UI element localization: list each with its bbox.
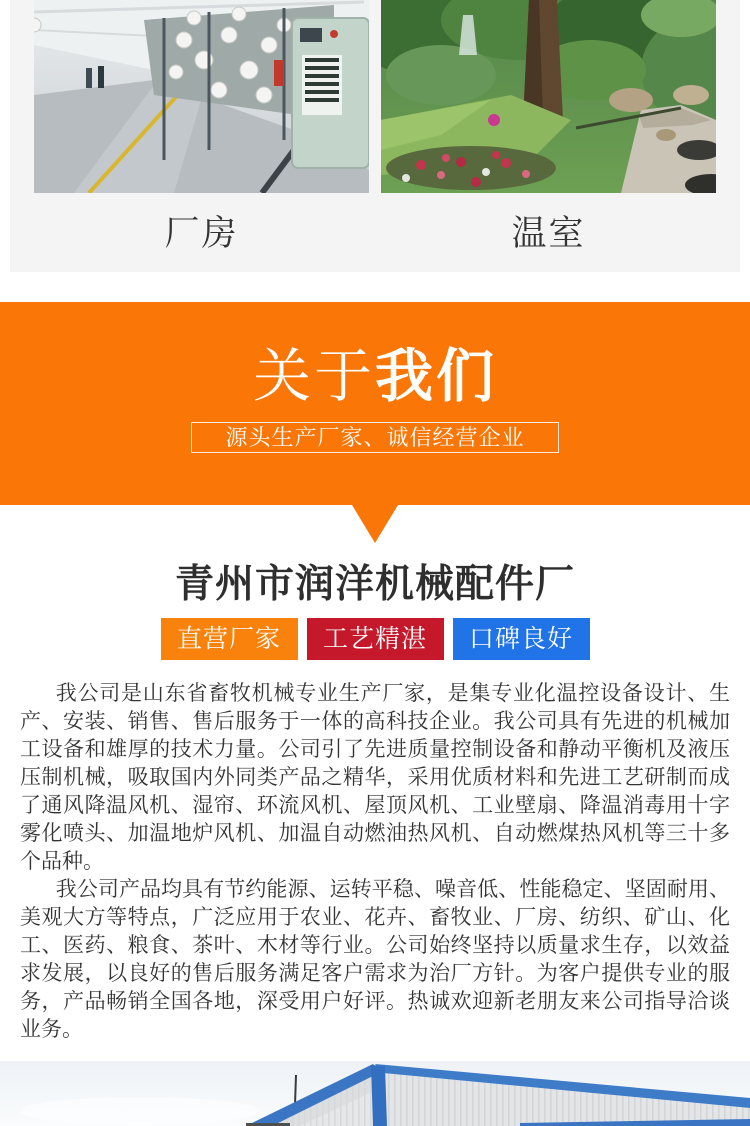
gallery-section (10, 0, 740, 272)
about-paragraph-2: 我公司产品均具有节约能源、运转平稳、噪音低、性能稳定、坚固耐用、美观大方等特点，广泛应用于农业、花卉、畜牧业、厂房、纺织、矿山、化工、医药、粮食、茶叶、木材等行业。公司始终坚持以质量求生存，以效益求发展，以良好的售后服务满足客户需求为治厂方针。为客户提供专业的服务，产品畅销全国各地，深受用户好评。热诚欢迎新老朋友来公司指导洽谈业务。 (20, 878, 730, 1041)
factory-photo-image (34, 0, 369, 193)
gallery-labels (10, 193, 740, 256)
about-text (20, 680, 730, 1044)
down-arrow-pointer-icon (352, 505, 398, 543)
about-us-banner (0, 302, 750, 505)
badge-direct-factory: 直营厂家 (161, 618, 298, 660)
banner-subtitle-box: 源头生产厂家、诚信经营企业 (191, 422, 559, 453)
gallery-photos (10, 0, 740, 193)
company-name: 青州市润洋机械配件厂 (174, 563, 575, 606)
about-us-title (253, 344, 497, 410)
greenhouse-photo-image (381, 0, 716, 193)
badge-good-reputation: 口碑良好 (453, 618, 590, 660)
factory-photo-label: 厂房 (164, 214, 239, 253)
factory-photo (34, 0, 369, 193)
factory-building-photo-image (0, 1061, 750, 1126)
greenhouse-photo-label: 温室 (511, 214, 586, 253)
greenhouse-photo (381, 0, 716, 193)
badge-fine-craftsmanship: 工艺精湛 (307, 618, 444, 660)
badge-row (0, 618, 750, 660)
about-paragraph-1: 我公司是山东省畜牧机械专业生产厂家，是集专业化温控设备设计、生产、安装、销售、售后服务于一体的高科技企业。我公司具有先进的机械加工设备和雄厚的技术力量。公司引了先进质量控制设备和静动平衡机及液压压制机械，吸取国内外同类产品之精华，采用优质材料和先进工艺研制而成了通风降温风机、湿帘、环流风机、屋顶风机、工业壁扇、降温消毒用十字雾化喷头、加温地炉风机、加温自动燃油热风机、自动燃煤热风机等三十多个品种。 (20, 682, 730, 873)
about-us-title-bold: 我们 (375, 344, 498, 409)
about-us-title-light: 关于 (252, 344, 375, 409)
factory-building-photo (0, 1061, 750, 1126)
